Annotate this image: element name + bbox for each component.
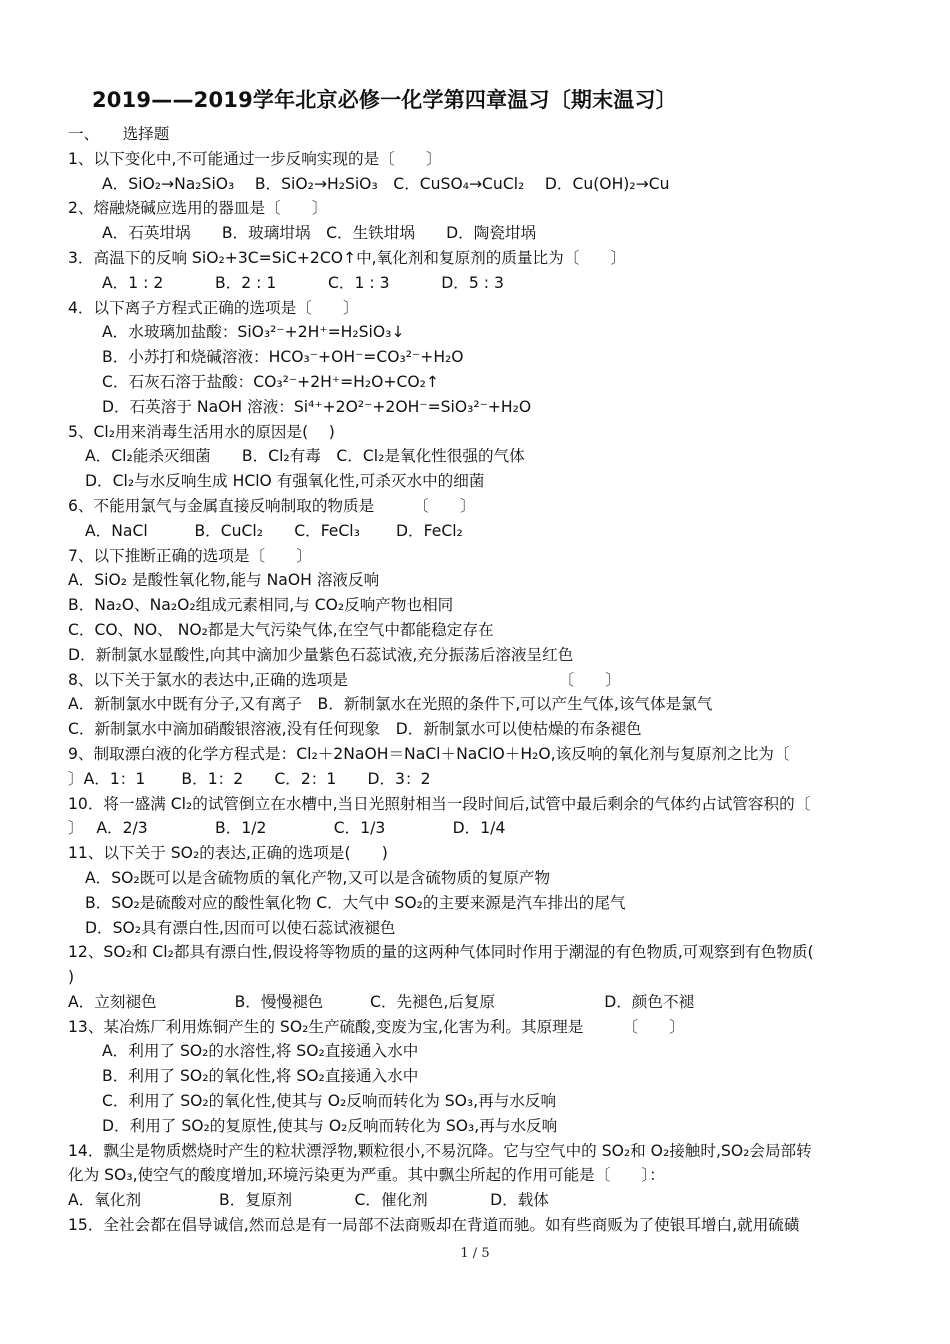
text-line: A．NaCl B．CuCl₂ C．FeCl₃ D．FeCl₂ <box>85 521 463 540</box>
text-line: 10．将一盛满 Cl₂的试管倒立在水槽中,当日光照射相当一段时间后,试管中最后剩余的气体约占试管容积的〔 <box>68 794 811 813</box>
text-line: 3．高温下的反响 SiO₂+3C=SiC+2CO↑中,氧化剂和复原剂的质量比为〔 〕 <box>68 248 627 267</box>
text-line: 一、 选择题 <box>68 125 170 143</box>
text-line: 12、SO₂和 Cl₂都具有漂白性,假设将等物质的量的这两种气体同时作用于潮湿的有色物质,可观察到有色物质( <box>68 943 814 962</box>
page-number: 1 / 5 <box>460 1246 490 1261</box>
text-line: 14．飘尘是物质燃烧时产生的粒状漂浮物,颗粒很小,不易沉降。它与空气中的 SO₂和 O₂接触时,SO₂会局部转 <box>68 1141 812 1160</box>
text-line: A．水玻璃加盐酸：SiO₃²⁻+2H⁺=H₂SiO₃↓ <box>102 323 405 342</box>
text-line: A．SO₂既可以是含硫物质的氧化产物,又可以是含硫物质的复原产物 <box>85 868 551 887</box>
text-line: D．石英溶于 NaOH 溶液：Si⁴⁺+2O²⁻+2OH⁻=SiO₃²⁻+H₂O <box>102 397 532 416</box>
text-line: A．石英坩埚 B．玻璃坩埚 C．生铁坩埚 D．陶瓷坩埚 <box>102 224 537 243</box>
text-line: A．SiO₂→Na₂SiO₃ B．SiO₂→H₂SiO₃ C．CuSO₄→CuCl₂ D．Cu(OH)₂→Cu <box>102 174 670 193</box>
text-line: 11、以下关于 SO₂的表达,正确的选项是( ) <box>68 844 388 863</box>
text-line: A．SiO₂ 是酸性氧化物,能与 NaOH 溶液反响 <box>68 571 380 590</box>
text-line: 2、熔融烧碱应选用的器皿是〔 〕 <box>68 199 328 218</box>
text-line: 8、以下关于氯水的表达中,正确的选项是 〔 〕 <box>68 670 621 689</box>
text-line: 化为 SO₃,使空气的酸度增加,环境污染更为严重。其中飘尘所起的作用可能是〔 〕： <box>68 1166 665 1185</box>
text-line: A．立刻褪色 B．慢慢褪色 C．先褪色,后复原 D．颜色不褪 <box>68 992 695 1011</box>
text-line: B．小苏打和烧碱溶液：HCO₃⁻+OH⁻=CO₃²⁻+H₂O <box>102 348 464 367</box>
text-line: C．石灰石溶于盐酸：CO₃²⁻+2H⁺=H₂O+CO₂↑ <box>102 372 439 391</box>
text-line: D．Cl₂与水反响生成 HClO 有强氧化性,可杀灭水中的细菌 <box>85 472 485 491</box>
text-line: A．利用了 SO₂的水溶性,将 SO₂直接通入水中 <box>102 1042 419 1061</box>
text-line: C．新制氯水中滴加硝酸银溶液,没有任何现象 D．新制氯水可以使枯燥的布条褪色 <box>68 720 642 739</box>
text-line: 9、制取漂白液的化学方程式是：Cl₂＋2NaOH＝NaCl＋NaClO＋H₂O,该反响的氧化剂与复原剂之比为〔 <box>68 744 790 763</box>
text-line: A．新制氯水中既有分子,又有离子 B．新制氯水在光照的条件下,可以产生气体,该气体是氯气 <box>68 695 713 714</box>
text-line: D．新制氯水显酸性,向其中滴加少量紫色石蕊试液,充分振荡后溶液呈红色 <box>68 645 574 664</box>
text-line: D．SO₂具有漂白性,因而可以使石蕊试液褪色 <box>85 918 396 937</box>
text-line: 5、Cl₂用来消毒生活用水的原因是( ) <box>68 422 335 441</box>
text-line: 〕A．1：1 B．1：2 C．2：1 D．3：2 <box>68 769 431 788</box>
text-line: 6、不能用氯气与金属直接反响制取的物质是 〔 〕 <box>68 496 476 515</box>
text-line: 1、以下变化中,不可能通过一步反响实现的是〔 〕 <box>68 149 442 168</box>
text-line: 7、以下推断正确的选项是〔 〕 <box>68 546 312 565</box>
text-line: 13、某冶炼厂利用炼铜产生的 SO₂生产硫酸,变废为宝,化害为利。其原理是 〔 〕 <box>68 1017 685 1036</box>
text-line: C．利用了 SO₂的氧化性,使其与 O₂反响而转化为 SO₃,再与水反响 <box>102 1092 557 1111</box>
text-line: C．CO、NO、 NO₂都是大气污染气体,在空气中都能稳定存在 <box>68 620 494 639</box>
text-line: D．利用了 SO₂的复原性,使其与 O₂反响而转化为 SO₃,再与水反响 <box>102 1116 558 1135</box>
text-line: A．氧化剂 B．复原剂 C．催化剂 D．载体 <box>68 1191 549 1210</box>
text-line: A．1 : 2 B．2 : 1 C．1 : 3 D．5 : 3 <box>102 273 504 292</box>
document-title: 2019——2019学年北京必修一化学第四章温习〔期末温习〕 <box>92 88 677 112</box>
text-line: B．SO₂是硫酸对应的酸性氧化物 C．大气中 SO₂的主要来源是汽车排出的尾气 <box>85 893 626 912</box>
question-list <box>68 122 888 1238</box>
text-line: 〕 A．2/3 B．1/2 C．1/3 D．1/4 <box>68 819 506 838</box>
text-line: B．Na₂O、Na₂O₂组成元素相同,与 CO₂反响产物也相同 <box>68 596 454 615</box>
text-line: 15．全社会都在倡导诚信,然而总是有一局部不法商贩却在背道而驰。如有些商贩为了使银耳增白,就用硫磺 <box>68 1216 800 1235</box>
text-line: ) <box>68 968 75 987</box>
text-line: A．Cl₂能杀灭细菌 B．Cl₂有毒 C．Cl₂是氧化性很强的气体 <box>85 447 525 466</box>
text-line: B．利用了 SO₂的氧化性,将 SO₂直接通入水中 <box>102 1067 419 1086</box>
text-line: 4．以下离子方程式正确的选项是〔 〕 <box>68 298 359 317</box>
